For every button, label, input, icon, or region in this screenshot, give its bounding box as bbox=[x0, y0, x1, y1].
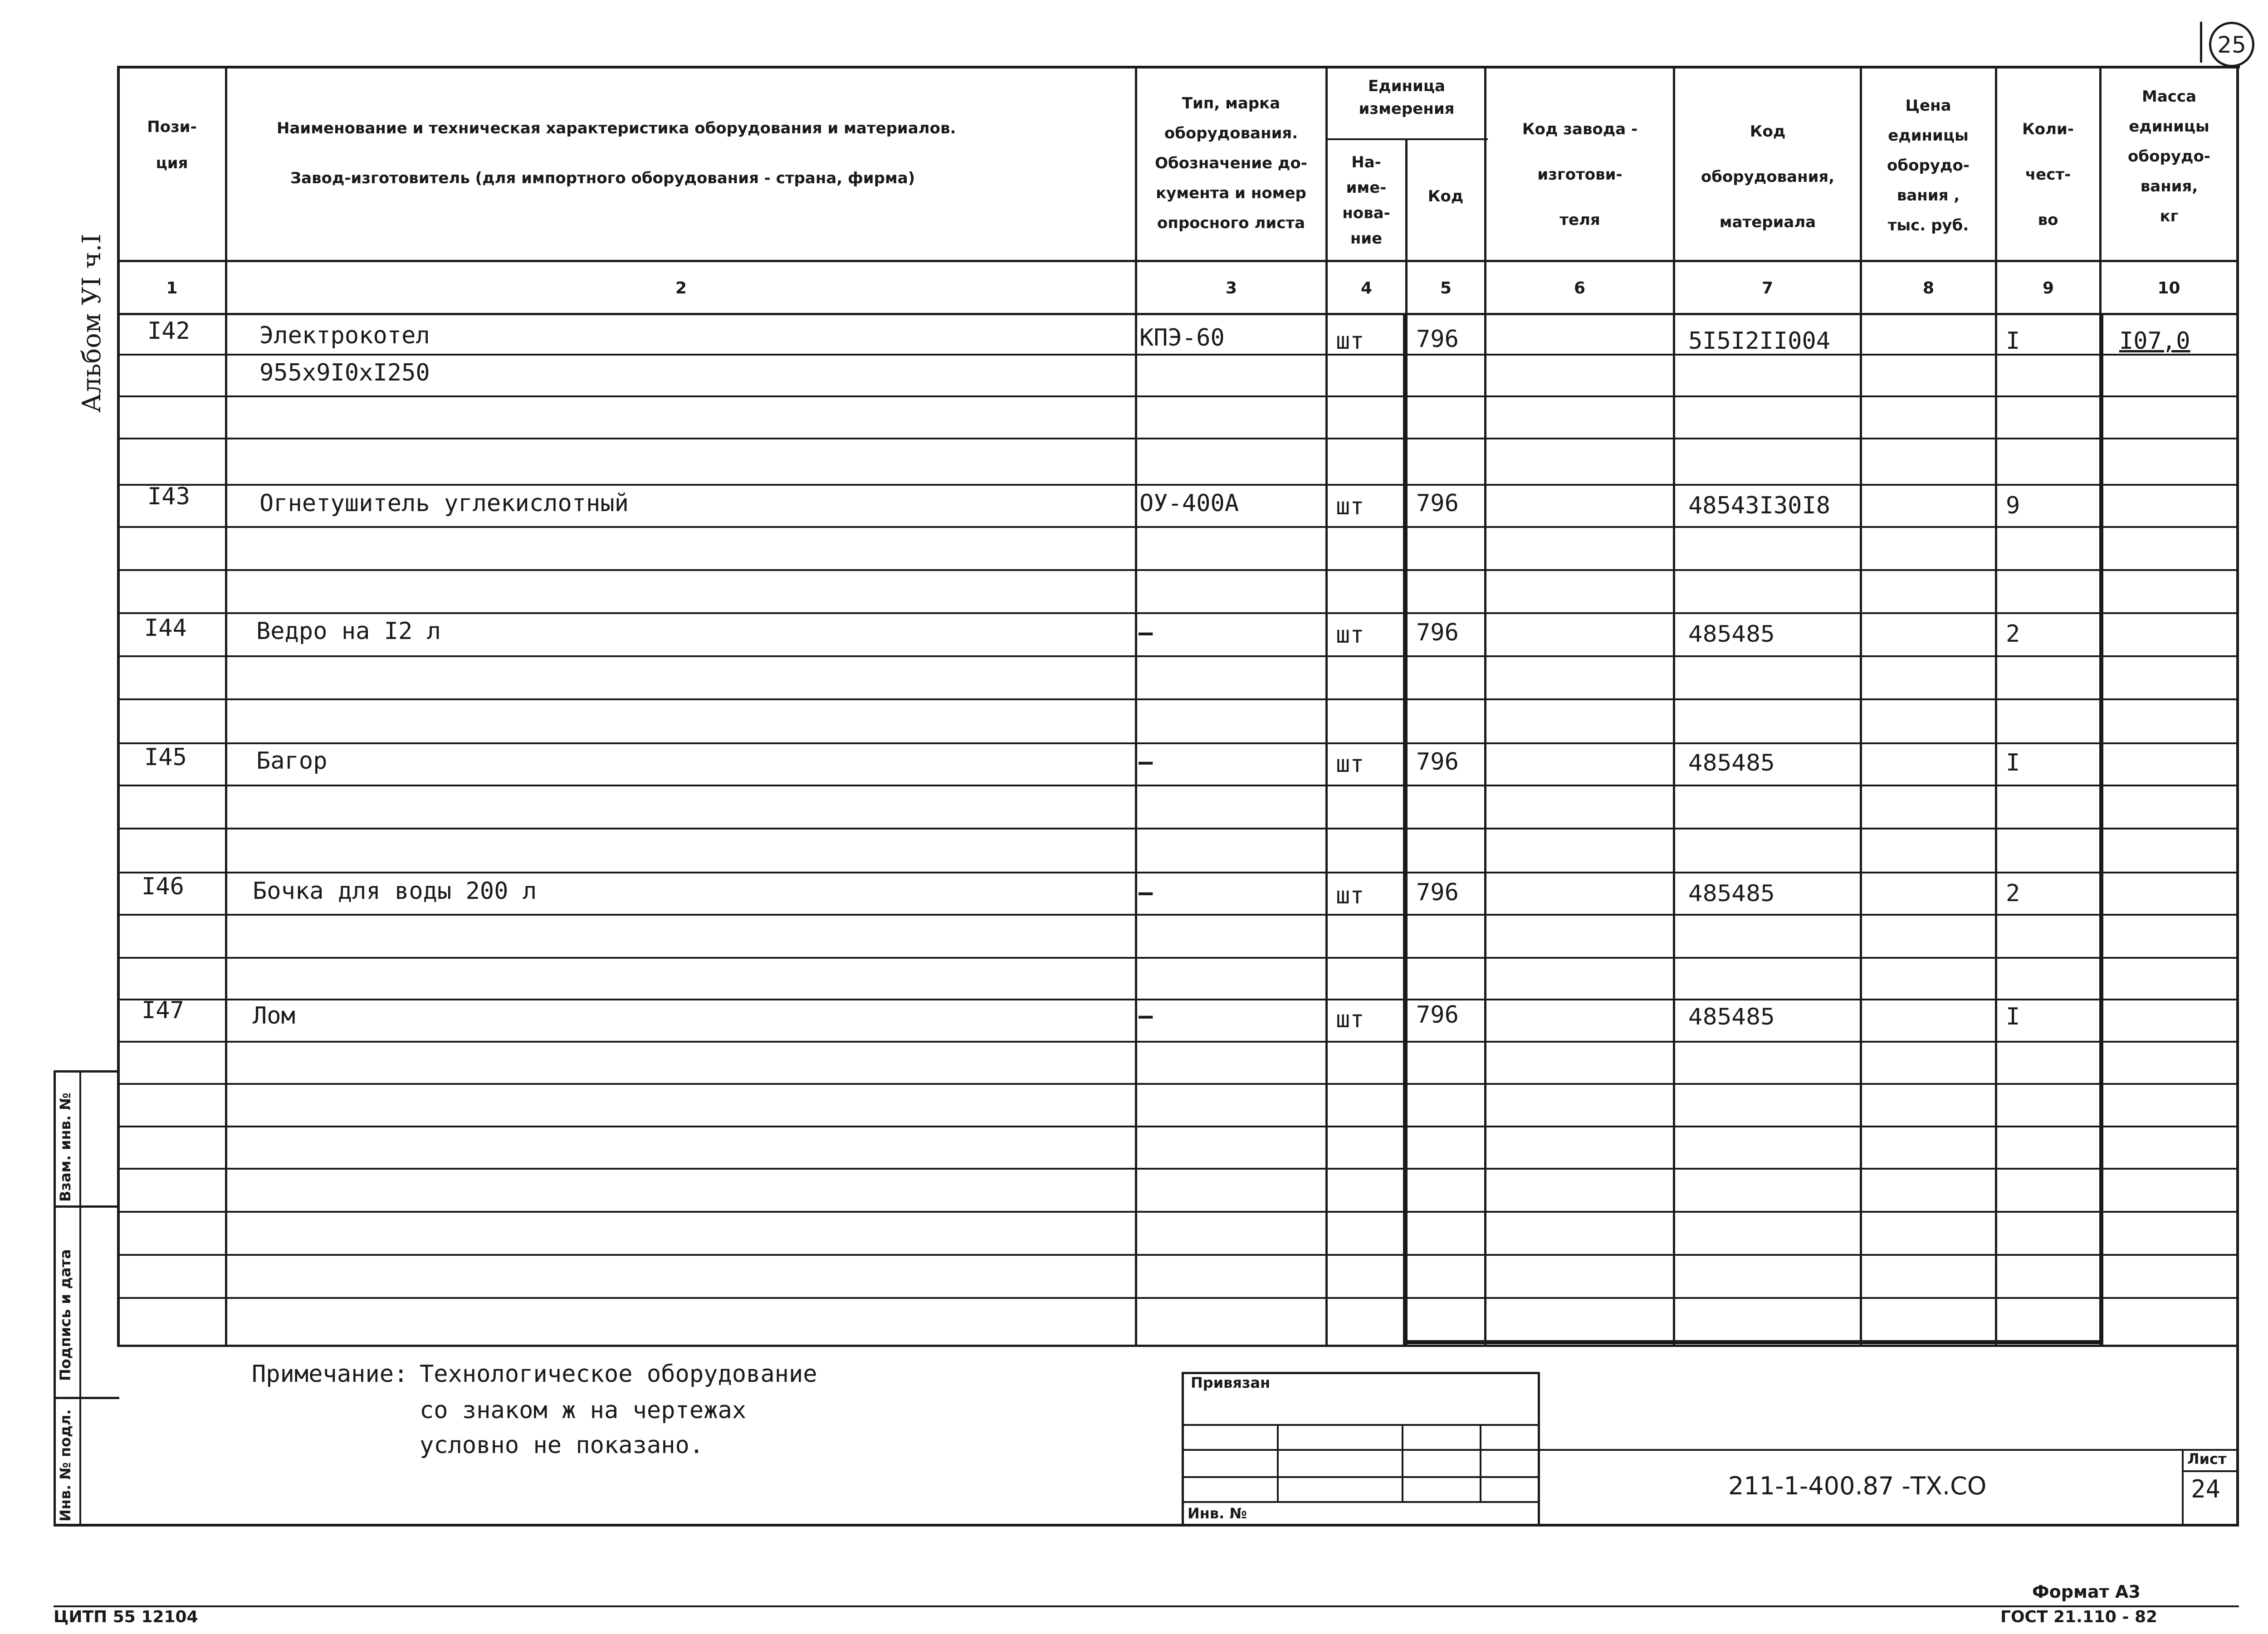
table-row-position: I44 bbox=[144, 615, 187, 642]
table-row-equipment-code: 48543I30I8 bbox=[1688, 492, 1831, 519]
header-type: Тип, марка оборудования. Обозначение до- кумента и номер опросного листа bbox=[1155, 94, 1307, 232]
table-row-position: I46 bbox=[142, 873, 184, 900]
sheet-label: Лист bbox=[2187, 1450, 2227, 1468]
table-row-name-extra: 955х9I0хI250 bbox=[259, 359, 430, 386]
header-name-line1: Наименование и техническая характеристика оборудования и материалов. bbox=[277, 119, 956, 137]
header-mass: Масса единицы оборудо- вания, кг bbox=[2128, 88, 2210, 225]
header-name-line2: Завод-изготовитель (для импортного оборудования - страна, фирма) bbox=[290, 169, 915, 187]
header-factory-code: Код завода - изготови- теля bbox=[1522, 120, 1638, 229]
document-code: 211-1-400.87 -ТХ.СО bbox=[1728, 1472, 1987, 1500]
stamp-privyazan: Привязан bbox=[1191, 1374, 1271, 1391]
table-row-position: I47 bbox=[142, 997, 184, 1024]
table-row-unit: шт bbox=[1336, 882, 1364, 909]
table-row-unit: шт bbox=[1336, 751, 1364, 778]
table-row-equipment-code: 485485 bbox=[1688, 621, 1775, 647]
table-row-quantity: I bbox=[2006, 327, 2020, 355]
table-row-name: Ведро на I2 л bbox=[256, 618, 441, 645]
note-line1: Технологическое оборудование bbox=[420, 1361, 817, 1388]
table-row-unit: шт bbox=[1336, 493, 1364, 520]
col-number: 1 bbox=[166, 279, 178, 298]
table-row-type: КПЭ-60 bbox=[1139, 324, 1225, 351]
col-number: 9 bbox=[2042, 279, 2054, 298]
side-label-podpis: Подпись и дата bbox=[57, 1249, 74, 1381]
table-row-position: I42 bbox=[147, 317, 190, 345]
col-number: 6 bbox=[1574, 279, 1586, 298]
table-row-name: Багор bbox=[256, 747, 327, 775]
header-unit-group: Единица измерения bbox=[1359, 77, 1455, 118]
table-row-name: Лом bbox=[253, 1002, 295, 1029]
note-line2: со знаком ж на чертежах bbox=[420, 1397, 747, 1424]
header-equipment-code: Код оборудования, материала bbox=[1701, 122, 1835, 231]
note-line3: условно не показано. bbox=[420, 1432, 704, 1459]
side-label-vzam: Взам. инв. № bbox=[57, 1093, 74, 1202]
table-row-equipment-code: 485485 bbox=[1688, 750, 1775, 776]
table-row-code: 796 bbox=[1416, 748, 1459, 776]
table-row-equipment-code: 5I5I2II004 bbox=[1688, 327, 1831, 355]
footer-gost: ГОСТ 21.110 - 82 bbox=[2000, 1608, 2158, 1626]
header-price: Цена единицы оборудо- вания , тыс. руб. bbox=[1887, 97, 1970, 234]
table-row-code: 796 bbox=[1416, 879, 1459, 906]
table-row-unit: шт bbox=[1336, 621, 1364, 649]
table-row-type: – bbox=[1139, 1002, 1153, 1029]
table-row-type: – bbox=[1139, 619, 1153, 646]
table-row-code: 796 bbox=[1416, 326, 1459, 353]
page-number: 25 bbox=[2217, 32, 2246, 58]
table-row-code: 796 bbox=[1416, 619, 1459, 646]
table-row-quantity: 2 bbox=[2006, 880, 2020, 907]
table-row-quantity: I bbox=[2006, 749, 2020, 776]
stamp-inv-no: Инв. № bbox=[1188, 1505, 1247, 1522]
col-number: 4 bbox=[1360, 279, 1373, 298]
footer-format: Формат А3 bbox=[2032, 1582, 2141, 1602]
col-number: 5 bbox=[1440, 279, 1452, 298]
table-row-code: 796 bbox=[1416, 490, 1459, 517]
table-row-type: – bbox=[1139, 879, 1153, 906]
header-unit-code: Код bbox=[1427, 187, 1464, 205]
table-row-mass: I07,0 bbox=[2119, 327, 2190, 355]
col-number: 2 bbox=[675, 279, 687, 298]
note-label: Примечание: bbox=[252, 1361, 408, 1388]
table-row-name: Бочка для воды 200 л bbox=[253, 878, 537, 905]
table-row-equipment-code: 485485 bbox=[1688, 1004, 1775, 1030]
footer-left: ЦИТП 55 12104 bbox=[54, 1608, 198, 1626]
table-row-code: 796 bbox=[1416, 1001, 1459, 1029]
table-row-quantity: 9 bbox=[2006, 492, 2020, 519]
table-row-equipment-code: 485485 bbox=[1688, 880, 1775, 907]
header-quantity: Коли- чест- во bbox=[2022, 120, 2074, 229]
table-row-name: Электрокотел bbox=[259, 322, 430, 349]
table-row-quantity: I bbox=[2006, 1003, 2020, 1030]
album-label: Альбом УI ч.I bbox=[77, 234, 107, 413]
header-position: Пози- ция bbox=[147, 118, 197, 172]
col-number: 8 bbox=[1922, 279, 1935, 298]
table-row-position: I43 bbox=[147, 483, 190, 510]
table-row-name: Огнетушитель углекислотный bbox=[259, 490, 629, 517]
table-row-position: I45 bbox=[144, 744, 187, 771]
table-row-unit: шт bbox=[1336, 327, 1364, 355]
sheet-number: 24 bbox=[2191, 1475, 2221, 1503]
col-number: 10 bbox=[2157, 279, 2180, 298]
table-row-type: ОУ-400А bbox=[1139, 490, 1239, 517]
table-row-type: – bbox=[1139, 748, 1153, 776]
header-unit-name: На- име- нова- ние bbox=[1342, 153, 1390, 248]
side-label-inv-podl: Инв. № подл. bbox=[57, 1409, 74, 1522]
table-row-quantity: 2 bbox=[2006, 620, 2020, 648]
table-row-unit: шт bbox=[1336, 1006, 1364, 1033]
col-number: 3 bbox=[1225, 279, 1237, 298]
col-number: 7 bbox=[1761, 279, 1774, 298]
